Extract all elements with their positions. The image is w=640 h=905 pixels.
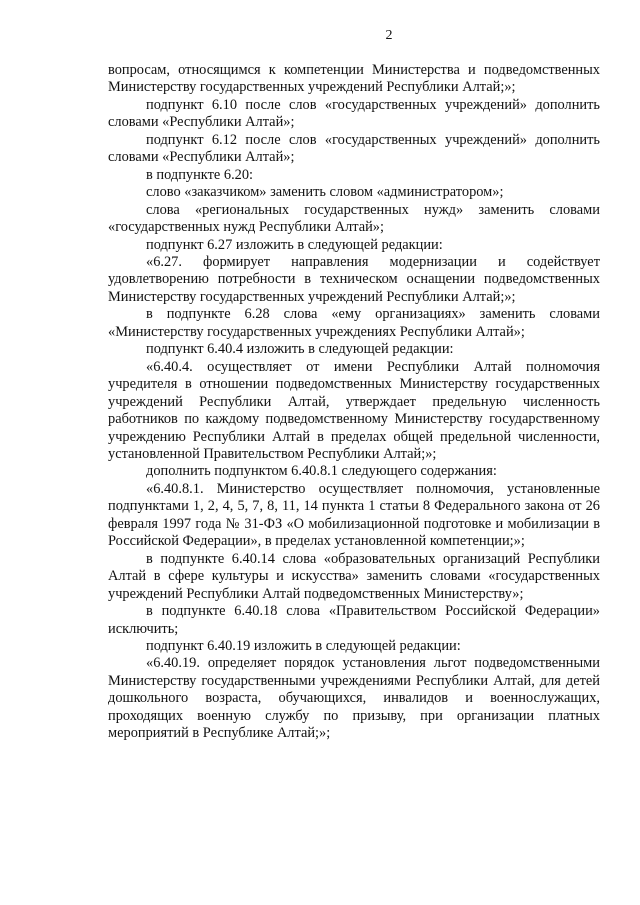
paragraph: подпункт 6.10 после слов «государственных учреждений» дополнить словами «Республики Алтай»; xyxy=(108,96,600,131)
paragraph: «6.27. формирует направления модернизации и содействует удовлетворению потребности в техническом оснащении подведомственных Министерству государственных учреждений Республики Алтай;»; xyxy=(108,253,600,305)
paragraph: слова «региональных государственных нужд» заменить словами «государственных нужд Республики Алтай»; xyxy=(108,201,600,236)
paragraph: слово «заказчиком» заменить словом «администратором»; xyxy=(146,184,504,201)
paragraph: подпункт 6.40.4 изложить в следующей редакции: xyxy=(146,341,454,358)
paragraph: «6.40.4. осуществляет от имени Республики Алтай полномочия учредителя в отношении подведомственных Министерству государственных учреждений Республики Алтай, утверждает предельную численность работников по каждому подведомственному Министерству государственному учреждению Республики Алтай в пределах общей предельной численности, установленной Правительством Республики Алтай;»; xyxy=(108,358,600,462)
paragraph: в подпункте 6.20: xyxy=(146,166,254,183)
paragraph: дополнить подпунктом 6.40.8.1 следующего содержания: xyxy=(146,463,497,480)
paragraph: «6.40.19. определяет порядок установления льгот подведомственными Министерству государственными учреждениями Республики Алтай, для детей дошкольного возраста, обучающихся, инвалидов и военнослужащих, проходящих военную службу по призыву, при организации платных мероприятий в Республике Алтай;»; xyxy=(108,655,600,742)
paragraph: подпункт 6.12 после слов «государственных учреждений» дополнить словами «Республики Алтай»; xyxy=(108,131,600,166)
paragraph: подпункт 6.27 изложить в следующей редакции: xyxy=(146,236,443,253)
page-number: 2 xyxy=(385,28,393,43)
paragraph: в подпункте 6.40.18 слова «Правительством Российской Федерации» исключить; xyxy=(108,603,600,637)
paragraph: подпункт 6.40.19 изложить в следующей редакции: xyxy=(146,637,461,654)
paragraph: вопросам, относящимся к компетенции Министерства и подведомственных Министерству государственных учреждений Республики Алтай;»; xyxy=(108,62,600,96)
paragraph: в подпункте 6.40.14 слова «образовательных организаций Республики Алтай в сфере культуры и искусства» заменить словами «государственных учреждений Республики Алтай подведомственных Министерству»; xyxy=(108,550,600,602)
paragraph: в подпункте 6.28 слова «ему организациях» заменить словами «Министерству государственных учреждениях Республики Алтай»; xyxy=(108,306,600,340)
paragraph: «6.40.8.1. Министерство осуществляет полномочия, установленные подпунктами 1, 2, 4, 5, 7, 8, 11, 14 пункта 1 статьи 8 Федерального закона от 26 февраля 1997 года № 31-ФЗ «О мобилизационной подготовке и мобилизации в Российской Федерации», в пределах установленной компетенции;»; xyxy=(108,480,600,550)
document-body xyxy=(108,62,600,743)
